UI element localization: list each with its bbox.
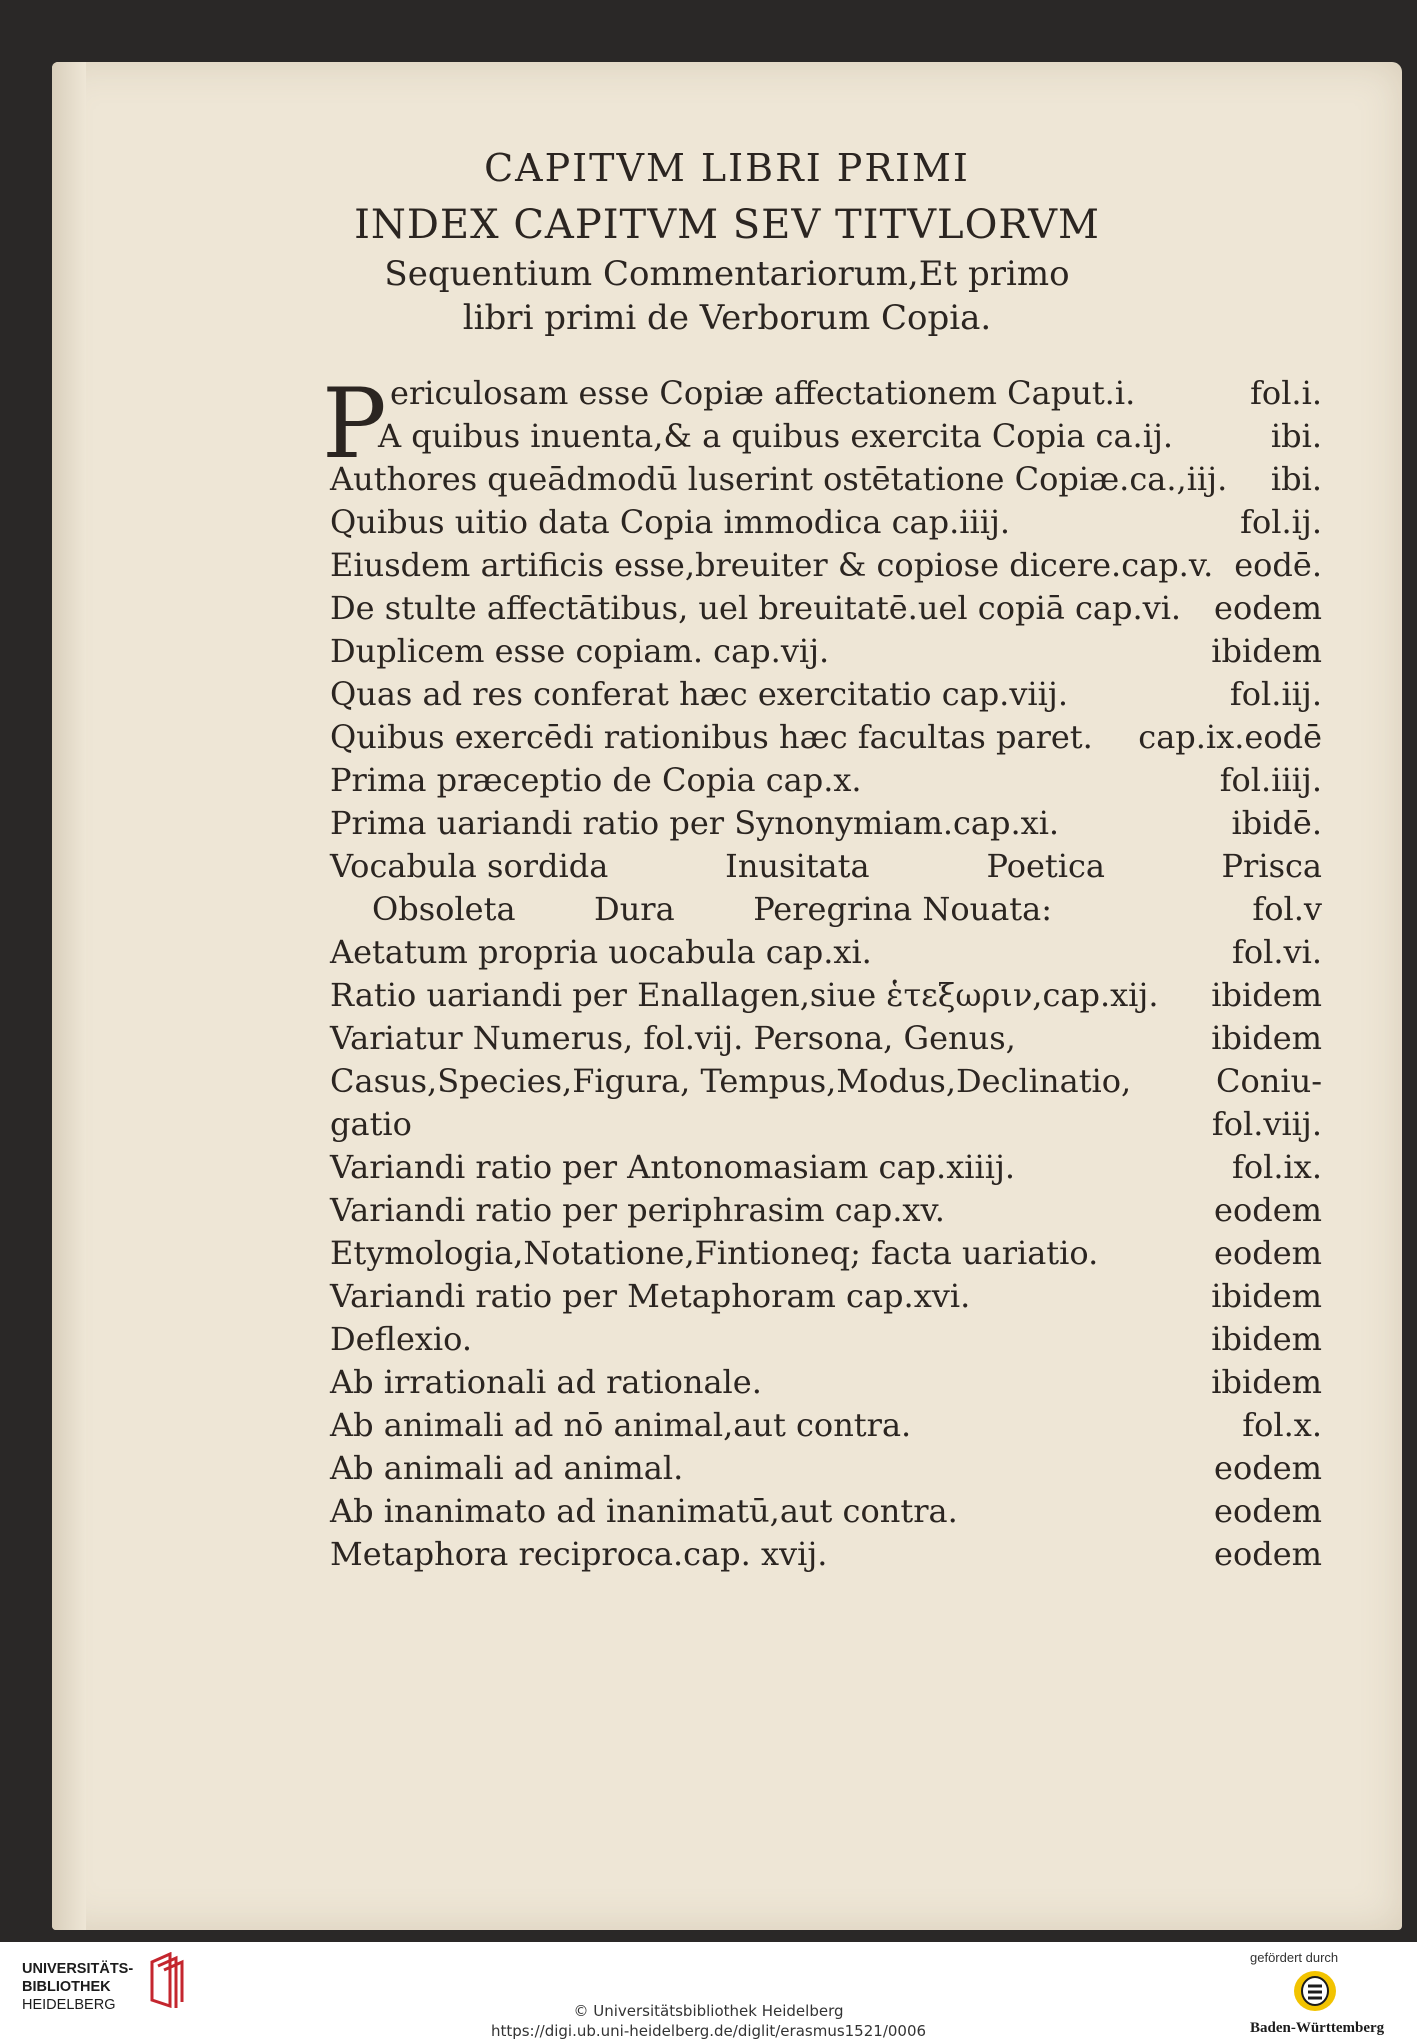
entry-text (372, 888, 1052, 931)
index-entry (330, 1361, 1322, 1404)
footer-bar (0, 1942, 1417, 2042)
index-entry (330, 587, 1322, 630)
chapter-index-list (322, 368, 1322, 1576)
entry-folio-reference: ibi. (1270, 417, 1322, 455)
entry-folio-reference: eodem (1214, 1535, 1322, 1573)
entry-text: Eiusdem artificis esse,breuiter & copiose dicere.cap.v. (330, 546, 1214, 584)
vocab-term: Inusitata (725, 847, 870, 885)
entry-text: Authores queādmodū luserint ostētatione Copiæ.ca.,iij. (330, 460, 1228, 498)
entry-folio-reference: Coniu- (1215, 1062, 1322, 1100)
entry-folio-reference: fol.vi. (1232, 933, 1322, 971)
entry-text: Ab animali ad nō animal,aut contra. (330, 1406, 912, 1444)
entry-folio-reference: fol.x. (1242, 1406, 1322, 1444)
entry-folio-reference: fol.iiij. (1219, 761, 1322, 799)
entry-text: Ratio uariandi per Enallagen,siue ἑτεξωριν,cap.xij. (330, 976, 1159, 1014)
entry-folio-reference: ibidem (1211, 976, 1322, 1014)
vocab-term: Poetica (986, 847, 1105, 885)
entry-text: Ab inanimato ad inanimatū,aut contra. (330, 1492, 958, 1530)
vocab-term: Obsoleta (372, 890, 516, 928)
index-entry (330, 845, 1322, 888)
entry-text: ericulosam esse Copiæ affectationem Caput.i. (390, 374, 1136, 412)
index-entry (330, 802, 1322, 845)
library-name-line-2: BIBLIOTHEK (22, 1979, 111, 1995)
entry-folio-reference: Prisca (1221, 847, 1322, 885)
entry-folio-reference: fol.ij. (1240, 503, 1322, 541)
entry-folio-reference: eodem (1214, 1191, 1322, 1229)
entry-text: Variandi ratio per periphrasim cap.xv. (330, 1191, 945, 1229)
index-entry (330, 1275, 1322, 1318)
entry-folio-reference: ibidem (1211, 1363, 1322, 1401)
entry-folio-reference: eodem (1214, 1492, 1322, 1530)
index-entry (330, 1318, 1322, 1361)
entry-folio-reference: ibidē. (1231, 804, 1322, 842)
entry-text: De stulte affectātibus, uel breuitatē.uel copiā cap.vi. (330, 589, 1182, 627)
copyright-notice: © Universitätsbibliothek Heidelberg (573, 2002, 844, 2020)
index-entry (330, 931, 1322, 974)
vocab-term: Dura (594, 890, 675, 928)
entry-text: Prima præceptio de Copia cap.x. (330, 761, 862, 799)
entry-folio-reference: fol.ix. (1232, 1148, 1322, 1186)
entry-text: Variatur Numerus, fol.vij. Persona, Genus, (330, 1019, 1016, 1057)
drop-capital: P (322, 368, 387, 480)
entry-text: Duplicem esse copiam. cap.vij. (330, 632, 830, 670)
index-entry (330, 974, 1322, 1017)
index-entry (330, 716, 1322, 759)
title-line-1: CAPITVM LIBRI PRIMI (484, 146, 970, 190)
index-entry (330, 1017, 1322, 1060)
index-entry (330, 501, 1322, 544)
entry-folio-reference: eodem (1214, 1449, 1322, 1487)
entry-folio-reference: ibidem (1211, 1019, 1322, 1057)
entry-folio-reference: ibidem (1211, 1320, 1322, 1358)
index-entry (330, 759, 1322, 802)
entry-text: Ab animali ad animal. (330, 1449, 684, 1487)
index-entry (330, 1189, 1322, 1232)
vocab-term: Vocabula sordida (330, 847, 609, 885)
vocab-term: Peregrina Nouata: (753, 890, 1052, 928)
index-entry (330, 458, 1322, 501)
entry-text: Prima uariandi ratio per Synonymiam.cap.xi. (330, 804, 1060, 842)
entry-folio-reference: ibidem (1211, 1277, 1322, 1315)
entry-folio-reference: ibidem (1211, 632, 1322, 670)
index-entry (330, 544, 1322, 587)
library-name-line-1: UNIVERSITÄTS- (22, 1961, 134, 1977)
index-entry (330, 630, 1322, 673)
entry-text: Aetatum propria uocabula cap.xi. (330, 933, 872, 971)
index-entry (330, 1533, 1322, 1576)
index-entry (330, 673, 1322, 716)
entry-text: Metaphora reciproca.cap. xvij. (330, 1535, 828, 1573)
index-entry (330, 1103, 1322, 1146)
library-name-line-3: HEIDELBERG (22, 1997, 116, 2013)
entry-folio-reference: eodem (1214, 589, 1322, 627)
state-coat-of-arms-icon (1292, 1968, 1338, 2014)
entry-folio-reference: fol.iij. (1229, 675, 1322, 713)
entry-folio-reference: eodem (1214, 1234, 1322, 1272)
entry-text: Ab irrationali ad rationale. (330, 1363, 762, 1401)
entry-text: Quibus uitio data Copia immodica cap.iiij. (330, 503, 1011, 541)
entry-text: Variandi ratio per Metaphoram cap.xvi. (330, 1277, 971, 1315)
entry-text (330, 845, 1105, 888)
entry-text: A quibus inuenta,& a quibus exercita Copia ca.ij. (378, 417, 1174, 455)
entry-folio-reference: fol.viij. (1211, 1105, 1322, 1143)
entry-text: Variandi ratio per Antonomasiam cap.xiiij. (330, 1148, 1016, 1186)
subtitle-line-2: libri primi de Verborum Copia. (462, 298, 992, 338)
entry-folio-reference: eodē. (1234, 546, 1322, 584)
entry-text: Casus,Species,Figura, Tempus,Modus,Declinatio, (330, 1062, 1132, 1100)
entry-folio-reference: fol.i. (1250, 374, 1322, 412)
entry-folio-reference: cap.ix.eodē (1138, 718, 1322, 756)
index-entry (330, 888, 1322, 931)
funder-name: Baden-Württemberg (1250, 2020, 1385, 2036)
entry-folio-reference: fol.v (1252, 890, 1322, 928)
entry-text: gatio (330, 1105, 412, 1143)
entry-text: Quibus exercēdi rationibus hæc facultas paret. (330, 718, 1093, 756)
index-entry (330, 1232, 1322, 1275)
index-entry (330, 1146, 1322, 1189)
permalink-url[interactable]: https://digi.ub.uni-heidelberg.de/diglit/erasmus1521/0006 (490, 2022, 927, 2040)
library-emblem-icon (146, 1952, 192, 2008)
entry-folio-reference: ibi. (1270, 460, 1322, 498)
entry-text: Quas ad res conferat hæc exercitatio cap.viij. (330, 675, 1068, 713)
entry-text: Etymologia,Notatione,Fintioneq; facta uariatio. (330, 1234, 1099, 1272)
entry-text: Deflexio. (330, 1320, 473, 1358)
index-entry (330, 1404, 1322, 1447)
subtitle-line-1: Sequentium Commentariorum,Et primo (384, 254, 1070, 294)
index-entry (330, 415, 1322, 458)
index-entry (330, 1447, 1322, 1490)
funded-by-label: gefördert durch (1250, 1950, 1339, 1965)
title-line-2: INDEX CAPITVM SEV TITVLORVM (354, 202, 1100, 248)
index-entry (330, 1060, 1322, 1103)
index-entry (330, 1490, 1322, 1533)
page-gutter-shadow (52, 62, 86, 1930)
